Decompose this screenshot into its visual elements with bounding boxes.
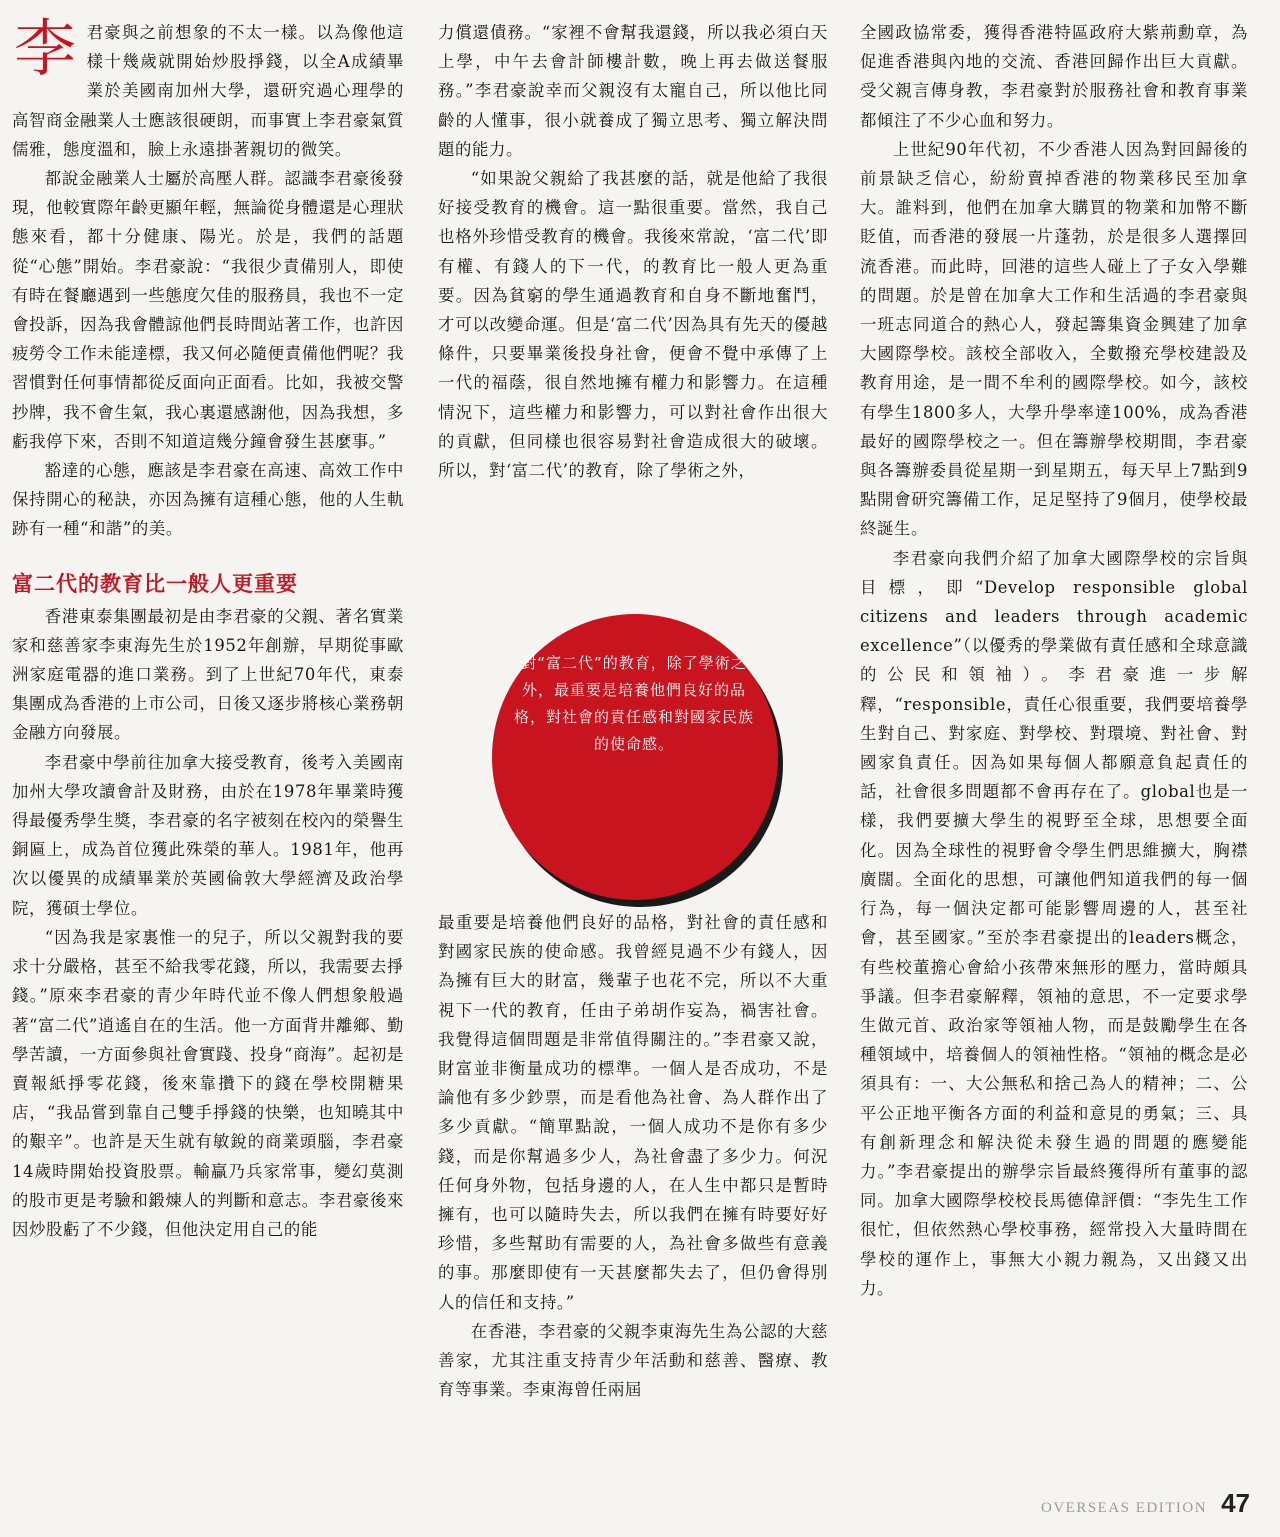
paragraph: 力償還債務。“家裡不會幫我還錢，所以我必須白天上學，中午去會計師樓計數，晚上再去做送餐服務。”李君豪說幸而父親沒有太寵自己，所以他比同齡的人懂事，很小就養成了獨立思考、獨立解決問題的能力。 [438, 23, 828, 159]
paragraph: 香港東泰集團最初是由李君豪的父親、著名實業家和慈善家李東海先生於1952年創辦，早期從事歐洲家庭電器的進口業務。到了上世紀70年代，東泰集團成為香港的上市公司，日後又逐步將核心業務朝金融方向發展。 [12, 606, 404, 743]
drop-cap: 李 [14, 12, 77, 85]
paragraph: 全國政協常委，獲得香港特區政府大紫荊勳章，為促進香港與內地的交流、香港回歸作出巨大貢獻。受父親言傳身教，李君豪對於服務社會和教育事業都傾注了不少心血和努力。 [860, 23, 1248, 130]
paragraph: 李君豪向我們介紹了加拿大國際學校的宗旨與目標，即“Develop responsible global citizens and leaders through academic excellence”（以優秀的學業做有責任感和全球意識的公民和領袖）。李君豪進一步解釋，“responsible，責任心很重要，我們要培養學生對自己、對家庭、對學校、對環境、對社會、對國家負責任。因為如果每個人都願意負起責任的話，社會很多問題都不會再存在了。global也是一樣，我們要擴大學生的視野至全球，思想要全面化。因為全球性的視野會令學生們思維擴大，胸襟廣闊。全面化的思想，可讓他們知道我們的每一個行為，每一個決定都可能影響周邊的人，甚至社會，甚至國家。”至於李君豪提出的leaders概念，有些校董擔心會給小孩帶來無形的壓力，當時頗具爭議。但李君豪解釋，領袖的意思，不一定要求學生做元首、政治家等領袖人物，而是鼓勵學生在各種領域中，培養個人的領袖性格。“領袖的概念是必須具有：一、大公無私和捨己為人的精神；二、公平公正地平衡各方面的利益和意見的勇氣；三、具有創新理念和解決從未發生過的問題的應變能力。”李君豪提出的辦學宗旨最終獲得所有董事的認同。加拿大國際學校校長馬德偉評價：“李先生工作很忙，但依然熱心學校事務，經常投入大量時間在學校的運作上，事無大小親力親為，又出錢又出力。 [860, 548, 1248, 1298]
paragraph: 都說金融業人士屬於高壓人群。認識李君豪後發現，他較實際年齡更顯年輕，無論從身體還是心理狀態來看，都十分健康、陽光。於是，我們的話題從“心態”開始。李君豪說：“我很少責備別人，即使有時在餐廳遇到一些態度欠佳的服務員，我也不一定會投訴，因為我會體諒他們長時間站著工作，也許因疲勞令工作未能達標，我又何必隨便責備他們呢？我習慣對任何事情都從反面向正面看。比如，我被交警抄牌，我不會生氣，我心裏還感謝他，因為我想，多虧我停下來，否則不知道這幾分鐘會發生甚麼事。” [12, 169, 404, 451]
column-1 [12, 12, 404, 1244]
column-3 [860, 18, 1248, 1303]
paragraph: 在香港，李君豪的父親李東海先生為公認的大慈善家，尤其注重支持青少年活動和慈善、醫療、教育等事業。李東海曾任兩屆 [438, 1321, 828, 1400]
column-2-top [438, 18, 828, 485]
column-2-bottom [438, 908, 828, 1404]
paragraph: 李君豪中學前往加拿大接受教育，後考入美國南加州大學攻讀會計及財務，由於在1978年畢業時獲得最優秀學生獎，李君豪的名字被刻在校內的榮譽生銅匾上，成為首位獲此殊榮的華人。1981年，他再次以優異的成績畢業於英國倫敦大學經濟及政治學院，獲碩士學位。 [12, 752, 404, 918]
page-footer [1041, 1488, 1250, 1519]
paragraph: 最重要是培養他們良好的品格，對社會的責任感和對國家民族的使命感。我曾經見過不少有錢人，因為擁有巨大的財富，幾輩子也花不完，所以不大重視下一代的教育，任由子弟胡作妄為，禍害社會。我覺得這個問題是非常值得關注的。”李君豪又說，財富並非衡量成功的標準。一個人是否成功，不是論他有多少鈔票，而是看他為社會、為人群作出了多少貢獻。“簡單點說，一個人成功不是你有多少錢，而是你幫過多少人，為社會盡了多少力。何況任何身外物，包括身邊的人，在人生中都只是暫時擁有，也可以隨時失去，所以我們在擁有時要好好珍惜，多些幫助有需要的人，為社會多做些有意義的事。那麼即使有一天甚麼都失去了，但仍會得別人的信任和支持。” [438, 913, 828, 1312]
paragraph: 上世紀90年代初，不少香港人因為對回歸後的前景缺乏信心，紛紛賣掉香港的物業移民至加拿大。誰料到，他們在加拿大購買的物業和加幣不斷貶值，而香港的發展一片蓬勃，於是很多人選擇回流香港。而此時，回港的這些人碰上了子女入學難的問題。於是曾在加拿大工作和生活過的李君豪與一班志同道合的熱心人，發起籌集資金興建了加拿大國際學校。該校全部收入，全數撥充學校建設及教育用途，是一間不牟利的國際學校。如今，該校有學生1800多人，大學升學率達100%，成為香港最好的國際學校之一。但在籌辦學校期間，李君豪與各籌辦委員從星期一到星期五，每天早上7點到9點開會研究籌備工作，足足堅持了9個月，使學校最終誕生。 [860, 139, 1248, 539]
pull-quote-text: 對“富二代”的教育，除了學術之外，最重要是培養他們良好的品格，對社會的責任感和對國家民族的使命感。 [513, 654, 754, 753]
page-number: 47 [1221, 1488, 1250, 1518]
paragraph: “如果說父親給了我甚麼的話，就是他給了我很好接受教育的機會。這一點很重要。當然，我自己也格外珍惜受教育的機會。我後來常說，‘富二代’即有權、有錢人的下一代，的教育比一般人更為重要。因為貧窮的學生通過教育和自身不斷地奮鬥，才可以改變命運。但是‘富二代’因為具有先天的優越條件，只要畢業後投身社會，便會不覺中承傳了上一代的福蔭，很自然地擁有權力和影響力。在這種情況下，這些權力和影響力，可以對社會作出很大的貢獻，但同樣也很容易對社會造成很大的破壞。所以，對‘富二代’的教育，除了學術之外， [438, 169, 828, 481]
section-heading: 富二代的教育比一般人更重要 [12, 571, 298, 596]
paragraph: “因為我是家裏惟一的兒子，所以父親對我的要求十分嚴格，甚至不給我零花錢，所以，我需要去掙錢。”原來李君豪的青少年時代並不像人們想象般過著“富二代”逍遙自在的生活。他一方面背井離鄉、勤學苦讀，一方面參與社會實踐、投身“商海”。起初是賣報紙掙零花錢，後來靠攢下的錢在學校開糖果店，“我品嘗到靠自己雙手掙錢的快樂，也知曉其中的艱辛”。也許是天生就有敏銳的商業頭腦，李君豪14歲時開始投資股票。輸贏乃兵家常事，變幻莫測的股市更是考驗和鍛煉人的判斷和意志。李君豪後來因炒股虧了不少錢，但他決定用自己的能 [12, 927, 404, 1239]
paragraph: 君豪與之前想象的不太一樣。以為像他這樣十幾歲就開始炒股掙錢，以全A成績畢業於美國南加州大學，還研究過心理學的高智商金融業人士應該很硬朗，而事實上李君豪氣質儒雅，態度溫和，臉上永遠掛著親切的微笑。 [12, 23, 404, 159]
edition-label: OVERSEAS EDITION [1041, 1500, 1208, 1516]
paragraph: 豁達的心態，應該是李君豪在高速、高效工作中保持開心的秘訣，亦因為擁有這種心態，他的人生軌跡有一種“和諧”的美。 [12, 461, 404, 539]
